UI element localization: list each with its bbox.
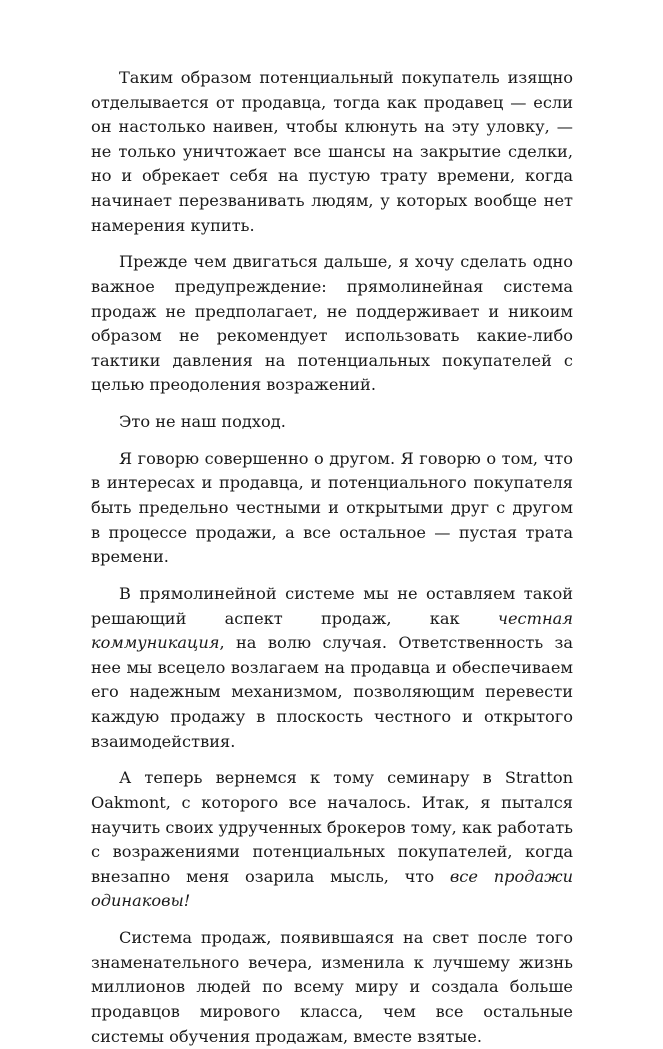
paragraph-4-text: Я говорю совершенно о другом. Я говорю о том, что в интересах и продавца, и потенциального покупателя быть предельно честными и открытыми друг с другом в процессе продажи, а все остальное — пустая трата времени. bbox=[91, 448, 573, 567]
paragraph-7 bbox=[91, 926, 573, 1049]
paragraph-5-text-end: , на волю случая. Ответственность за нее мы всецело возлагаем на продавца и обеспечиваем его надежным механизмом, позволяющим перевести каждую продажу в плоскость честного и открытого взаимодействия. bbox=[91, 633, 573, 751]
paragraph-3 bbox=[91, 410, 573, 435]
paragraph-2 bbox=[91, 250, 573, 398]
paragraph-3-text: Это не наш подход. bbox=[119, 412, 286, 432]
book-page-body bbox=[91, 66, 573, 1049]
paragraph-6-italic-phrase: все продажи одинаковы! bbox=[91, 866, 573, 911]
paragraph-2-text: Прежде чем двигаться дальше, я хочу сделать одно важное предупреждение: прямолинейная система продаж не предполагает, не поддерживает и никоим образом не рекомендует использовать какие-либо тактики давления на потенциальных покупателей с целью преодоления возражений. bbox=[91, 252, 573, 395]
paragraph-5-italic-phrase: честная коммуникация bbox=[91, 608, 573, 653]
paragraph-1-text: Таким образом потенциальный покупатель изящно отделывается от продавца, тогда как продавец — если он настолько наивен, чтобы клюнуть на эту уловку, — не только уничтожает все шансы на закрытие сделки, но и обрекает себя на пустую трату времени, когда начинает перезванивать людям, у которых вообще нет намерения купить. bbox=[91, 68, 573, 235]
paragraph-7-text: Система продаж, появившаяся на свет после того знаменательного вечера, изменила к лучшему жизнь миллионов людей по всему миру и создала больше продавцов мирового класса, чем все остальные системы обучения продажам, вместе взятые. bbox=[91, 928, 573, 1046]
paragraph-6 bbox=[91, 766, 573, 914]
paragraph-4 bbox=[91, 447, 573, 570]
paragraph-6-text-start: А теперь вернемся к тому семинару в Stratton Oakmont, с которого все началось. Итак, я пытался научить своих удрученных брокеров тому, как работать с возражениями потенциальных покупателей, когда внезапно меня озарила мысль, что bbox=[91, 768, 573, 886]
paragraph-5-text-start: В прямолинейной системе мы не оставляем такой решающий аспект продаж, как bbox=[91, 584, 573, 628]
paragraph-5 bbox=[91, 582, 573, 754]
paragraph-1 bbox=[91, 66, 573, 238]
